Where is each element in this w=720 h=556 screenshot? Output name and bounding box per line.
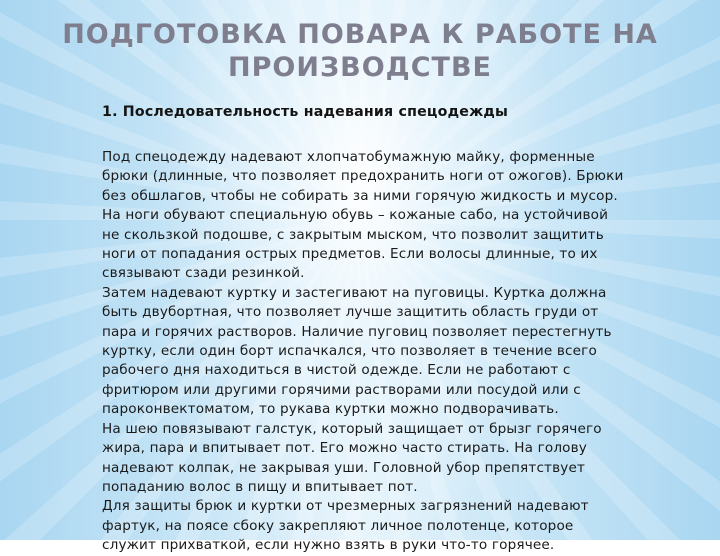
slide-title (60, 18, 660, 84)
body-line: надевают колпак, не закрывая уши. Головной убор препятствует (102, 459, 586, 476)
body-line: без обшлагов, чтобы не собирать за ними горячую жидкость и мусор. (102, 187, 618, 204)
body-line: На шею повязывают галстук, который защищает от брызг горячего (102, 420, 602, 437)
body-line: фартук, на поясе сбоку закрепляют личное полотенце, которое (102, 517, 574, 534)
body-line: брюки (длинные, что позволяет предохранить ноги от ожогов). Брюки (102, 168, 624, 185)
section-heading: 1. Последовательность надевания спецодежды (102, 104, 509, 120)
body-line: пароконвектоматом, то рукава куртки можно подворачивать. (102, 401, 559, 418)
body-line: попаданию волос в пищу и впитывает пот. (102, 478, 418, 495)
body-line: связывают сзади резинкой. (102, 265, 305, 282)
slide-title-line-2: ПРОИЗВОДСТВЕ (228, 52, 492, 83)
body-line: Для защиты брюк и куртки от чрезмерных загрязнений надевают (102, 498, 589, 515)
body-line: быть двубортная, что позволяет лучше защитить область груди от (102, 304, 599, 321)
body-line: пара и горячих растворов. Наличие пуговиц позволяет перестегнуть (102, 323, 612, 340)
body-line: жира, пара и впитывает пот. Его можно часто стирать. На голову (102, 440, 587, 457)
body-line: Под спецодежду надевают хлопчатобумажную майку, форменные (102, 149, 595, 165)
slide-title-line-1: ПОДГОТОВКА ПОВАРА К РАБОТЕ НА (62, 19, 658, 50)
body-line: куртку, если один борт испачкался, что позволяет в течение всего (102, 343, 597, 360)
body-line: фритюром или другими горячими растворами или посудой или с (102, 381, 581, 398)
body-line: служит прихваткой, если нужно взять в руки что-то горячее. (102, 537, 555, 554)
body-text (102, 148, 692, 556)
body-line: не скользкой подошве, с закрытым мыском, что позволит защитить (102, 226, 604, 243)
body-line: ноги от попадания острых предметов. Если волосы длинные, то их (102, 246, 598, 263)
body-line: Затем надевают куртку и застегивают на пуговицы. Куртка должна (102, 284, 607, 301)
body-line: На ноги обувают специальную обувь – кожаные сабо, на устойчивой (102, 207, 609, 224)
body-line: рабочего дня находиться в чистой одежде. Если не работают с (102, 362, 571, 379)
